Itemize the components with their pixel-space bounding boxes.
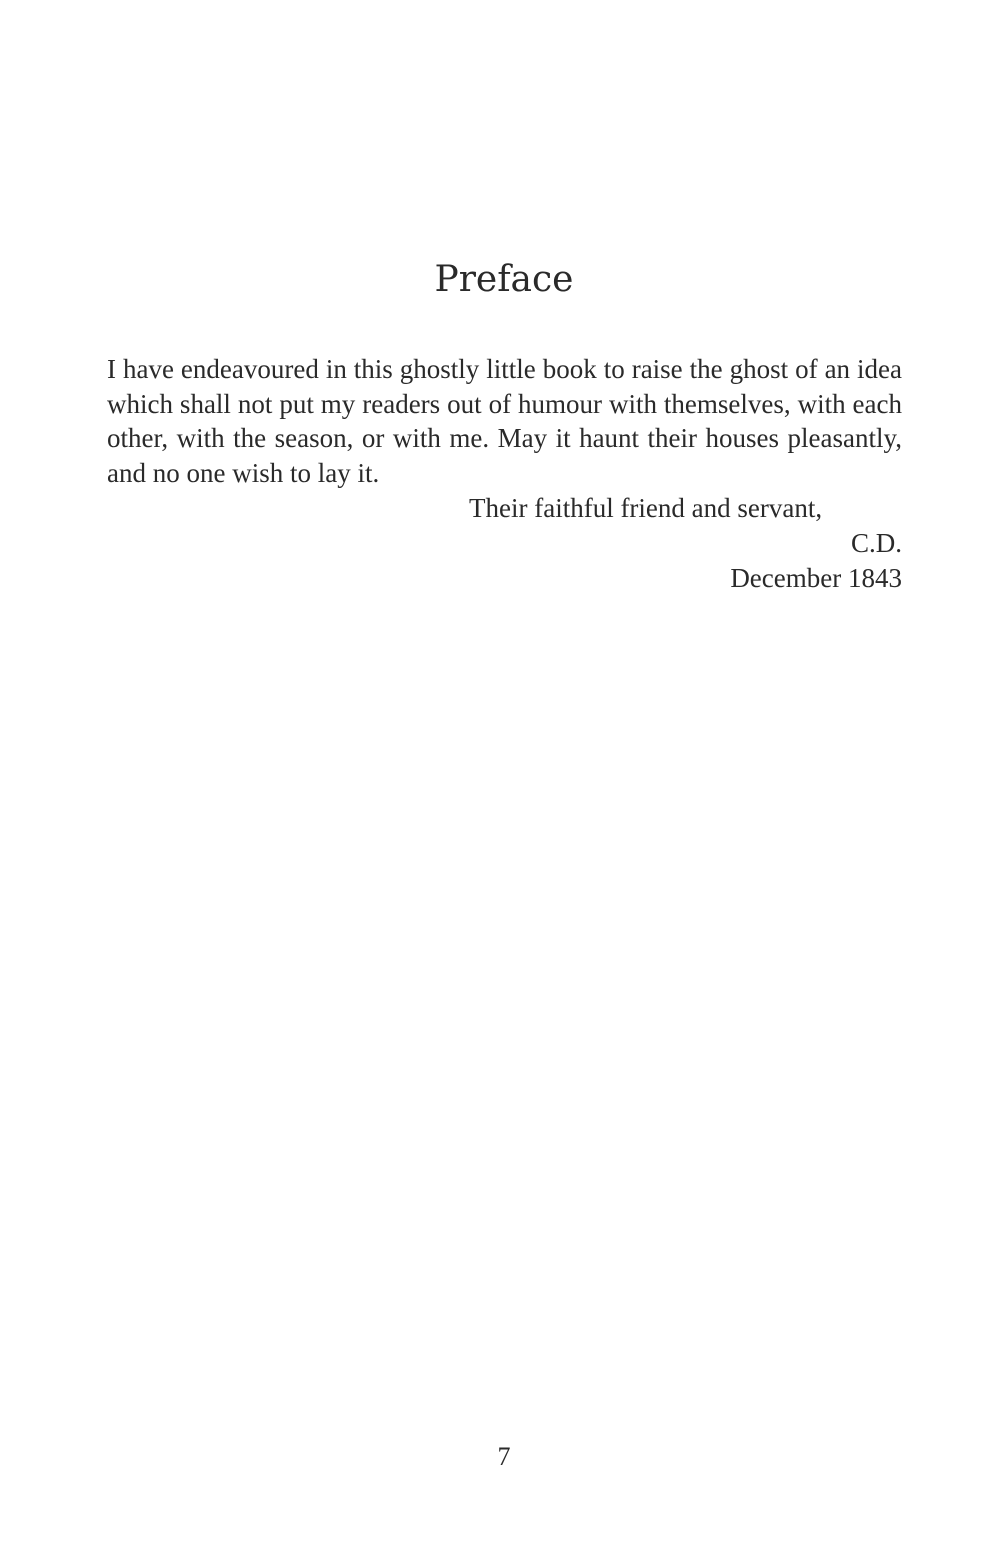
- closing-line: Their faithful friend and servant,: [469, 493, 823, 523]
- author-initials: C.D.: [850, 528, 902, 558]
- preface-date: December 1843: [730, 563, 902, 593]
- page-title: Preface: [434, 259, 574, 300]
- preface-paragraph: I have endeavoured in this ghostly little book to raise the ghost of an idea which shall not put my readers out of humour with themselves, with each other, with the season, or with me. May it haunt their houses pleasantly, and no one wish to lay it.: [107, 354, 902, 488]
- page-number: 7: [497, 1442, 511, 1471]
